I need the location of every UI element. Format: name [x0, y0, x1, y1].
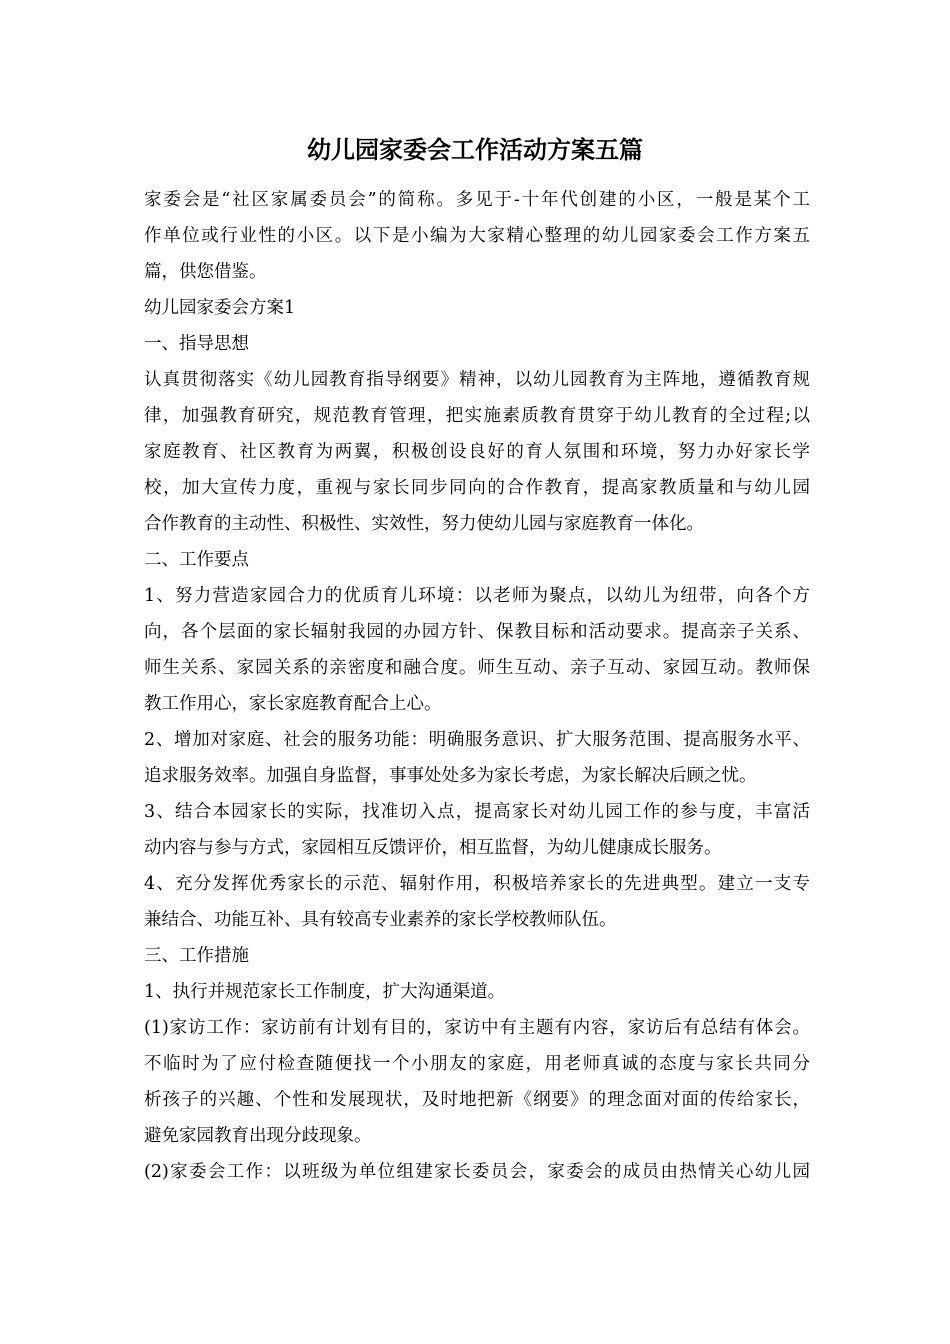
section-heading: 三、工作措施 [144, 946, 249, 966]
section-heading: 二、工作要点 [144, 550, 249, 570]
document-title: 幼儿园家委会工作活动方案五篇 [307, 135, 643, 164]
body-line: 不临时为了应付检查随便找一个小朋友的家庭，用老师真诚的态度与家长共同分 [144, 1054, 810, 1074]
body-line: 师生关系、家园关系的亲密度和融合度。师生互动、亲子互动、家园互动。教师保 [144, 658, 810, 678]
body-line: 1、努力营造家园合力的优质育儿环境：以老师为聚点，以幼儿为纽带，向各个方 [144, 586, 810, 606]
body-line: 家委会是“社区家属委员会”的简称。多见于-十年代创建的小区，一般是某个工 [144, 190, 810, 210]
body-line: (1)家访工作：家访前有计划有目的，家访中有主题有内容，家访后有总结有体会。 [144, 1018, 810, 1038]
body-line: (2)家委会工作：以班级为单位组建家长委员会，家委会的成员由热情关心幼儿园 [144, 1162, 810, 1182]
body-line: 家庭教育、社区教育为两翼，积极创设良好的育人氛围和环境，努力办好家长学 [144, 442, 810, 462]
body-line: 4、充分发挥优秀家长的示范、辐射作用，积极培养家长的先进典型。建立一支专 [144, 874, 810, 894]
body-line: 作单位或行业性的小区。以下是小编为大家精心整理的幼儿园家委会工作方案五 [144, 226, 810, 246]
body-line: 篇，供您借鉴。 [144, 262, 267, 282]
body-line: 1、执行并规范家长工作制度，扩大沟通渠道。 [144, 982, 506, 1002]
body-line: 3、结合本园家长的实际，找准切入点，提高家长对幼儿园工作的参与度，丰富活 [144, 802, 810, 822]
body-line: 兼结合、功能互补、具有较高专业素养的家长学校教师队伍。 [144, 910, 617, 930]
body-line: 认真贯彻落实《幼儿园教育指导纲要》精神，以幼儿园教育为主阵地，遵循教育规 [144, 370, 810, 390]
body-line: 动内容与参与方式，家园相互反馈评价，相互监督，为幼儿健康成长服务。 [144, 838, 722, 858]
section-heading: 幼儿园家委会方案1 [144, 298, 296, 318]
body-line: 律，加强教育研究，规范教育管理，把实施素质教育贯穿于幼儿教育的全过程;以 [144, 406, 810, 426]
body-line: 教工作用心，家长家庭教育配合上心。 [144, 694, 442, 714]
body-line: 向，各个层面的家长辐射我园的办园方针、保教目标和活动要求。提高亲子关系、 [144, 622, 810, 642]
document-body [144, 182, 810, 1190]
body-line: 校，加大宣传力度，重视与家长同步同向的合作教育，提高家教质量和与幼儿园 [144, 478, 810, 498]
section-heading: 一、指导思想 [144, 334, 249, 354]
body-line: 析孩子的兴趣、个性和发展现状，及时地把新《纲要》的理念面对面的传给家长， [144, 1090, 810, 1110]
body-line: 避免家园教育出现分歧现象。 [144, 1126, 372, 1146]
body-line: 追求服务效率。加强自身监督，事事处处多为家长考虑，为家长解决后顾之忧。 [144, 766, 757, 786]
body-line: 合作教育的主动性、积极性、实效性，努力使幼儿园与家庭教育一体化。 [144, 514, 704, 534]
body-line: 2、增加对家庭、社会的服务功能：明确服务意识、扩大服务范围、提高服务水平、 [144, 730, 810, 750]
